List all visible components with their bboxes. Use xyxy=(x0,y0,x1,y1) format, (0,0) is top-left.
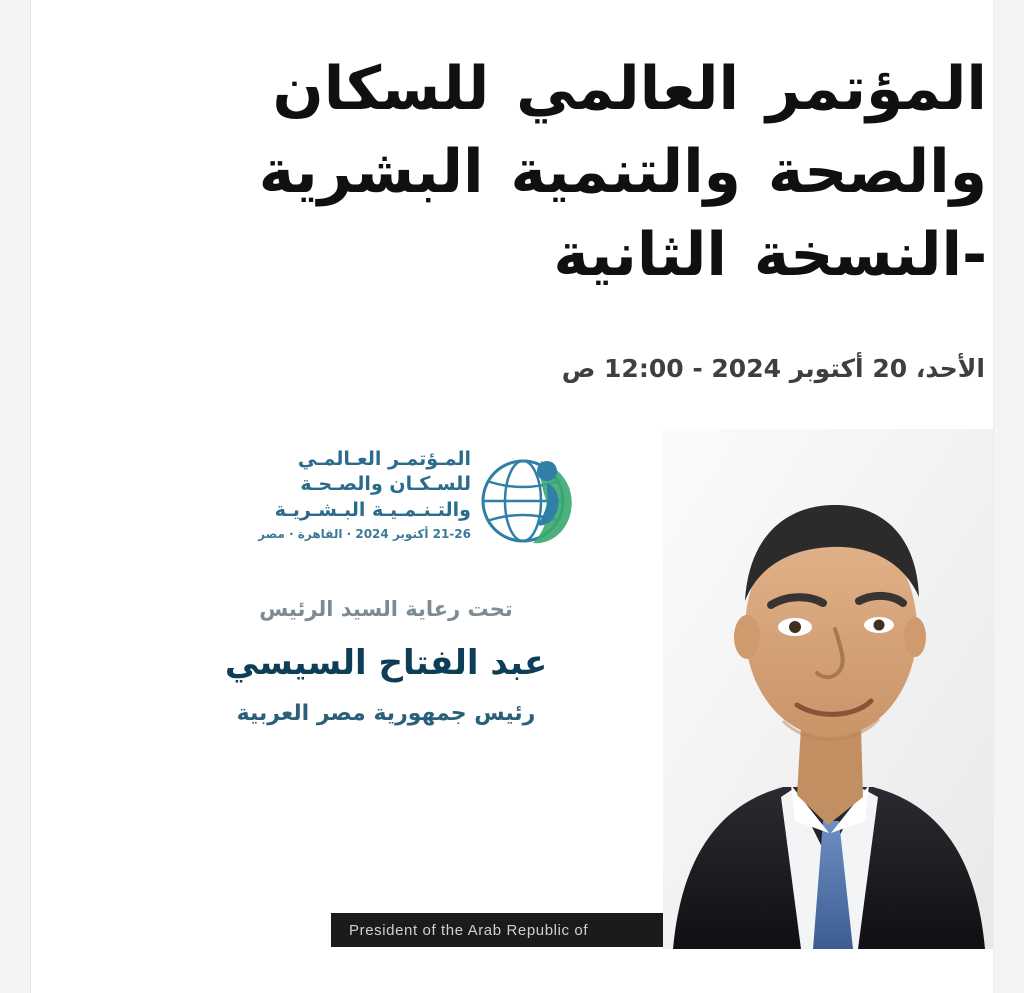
patronage-president-title: رئيس جمهورية مصر العربية xyxy=(236,701,536,727)
article-figure xyxy=(31,429,993,949)
article-content xyxy=(31,0,993,993)
conference-logo-line-2: للسـكـان والصـحـة xyxy=(300,473,471,496)
article-timestamp: الأحد، 20 أكتوبر 2024 - 12:00 ص xyxy=(561,354,985,384)
patronage-president-name: عبد الفتاح السيسي xyxy=(224,643,548,684)
patronage-line-1: تحت رعاية السيد الرئيس xyxy=(259,597,513,622)
page-right-gutter xyxy=(993,0,1024,993)
poster-caption-bar: President of the Arab Republic of xyxy=(331,913,701,947)
conference-logo xyxy=(151,439,591,569)
page-left-gutter xyxy=(0,0,31,993)
conference-logo-line-3: والتـنـمـيـة البـشـريـة xyxy=(274,498,471,521)
conference-logo-text xyxy=(161,447,471,542)
conference-poster xyxy=(141,429,701,949)
president-portrait xyxy=(663,429,993,949)
globe-and-human-logo-icon xyxy=(471,439,591,559)
page-title: المؤتمر العالمي للسكان والصحة والتنمية البشرية -النسخة الثانية xyxy=(258,54,987,290)
patronage-block xyxy=(151,597,621,726)
conference-logo-line-1: المـؤتمـر العـالمـي xyxy=(297,448,471,471)
conference-logo-subline: 21-26 أكتوبر 2024 · القاهرة · مصر xyxy=(258,526,471,541)
